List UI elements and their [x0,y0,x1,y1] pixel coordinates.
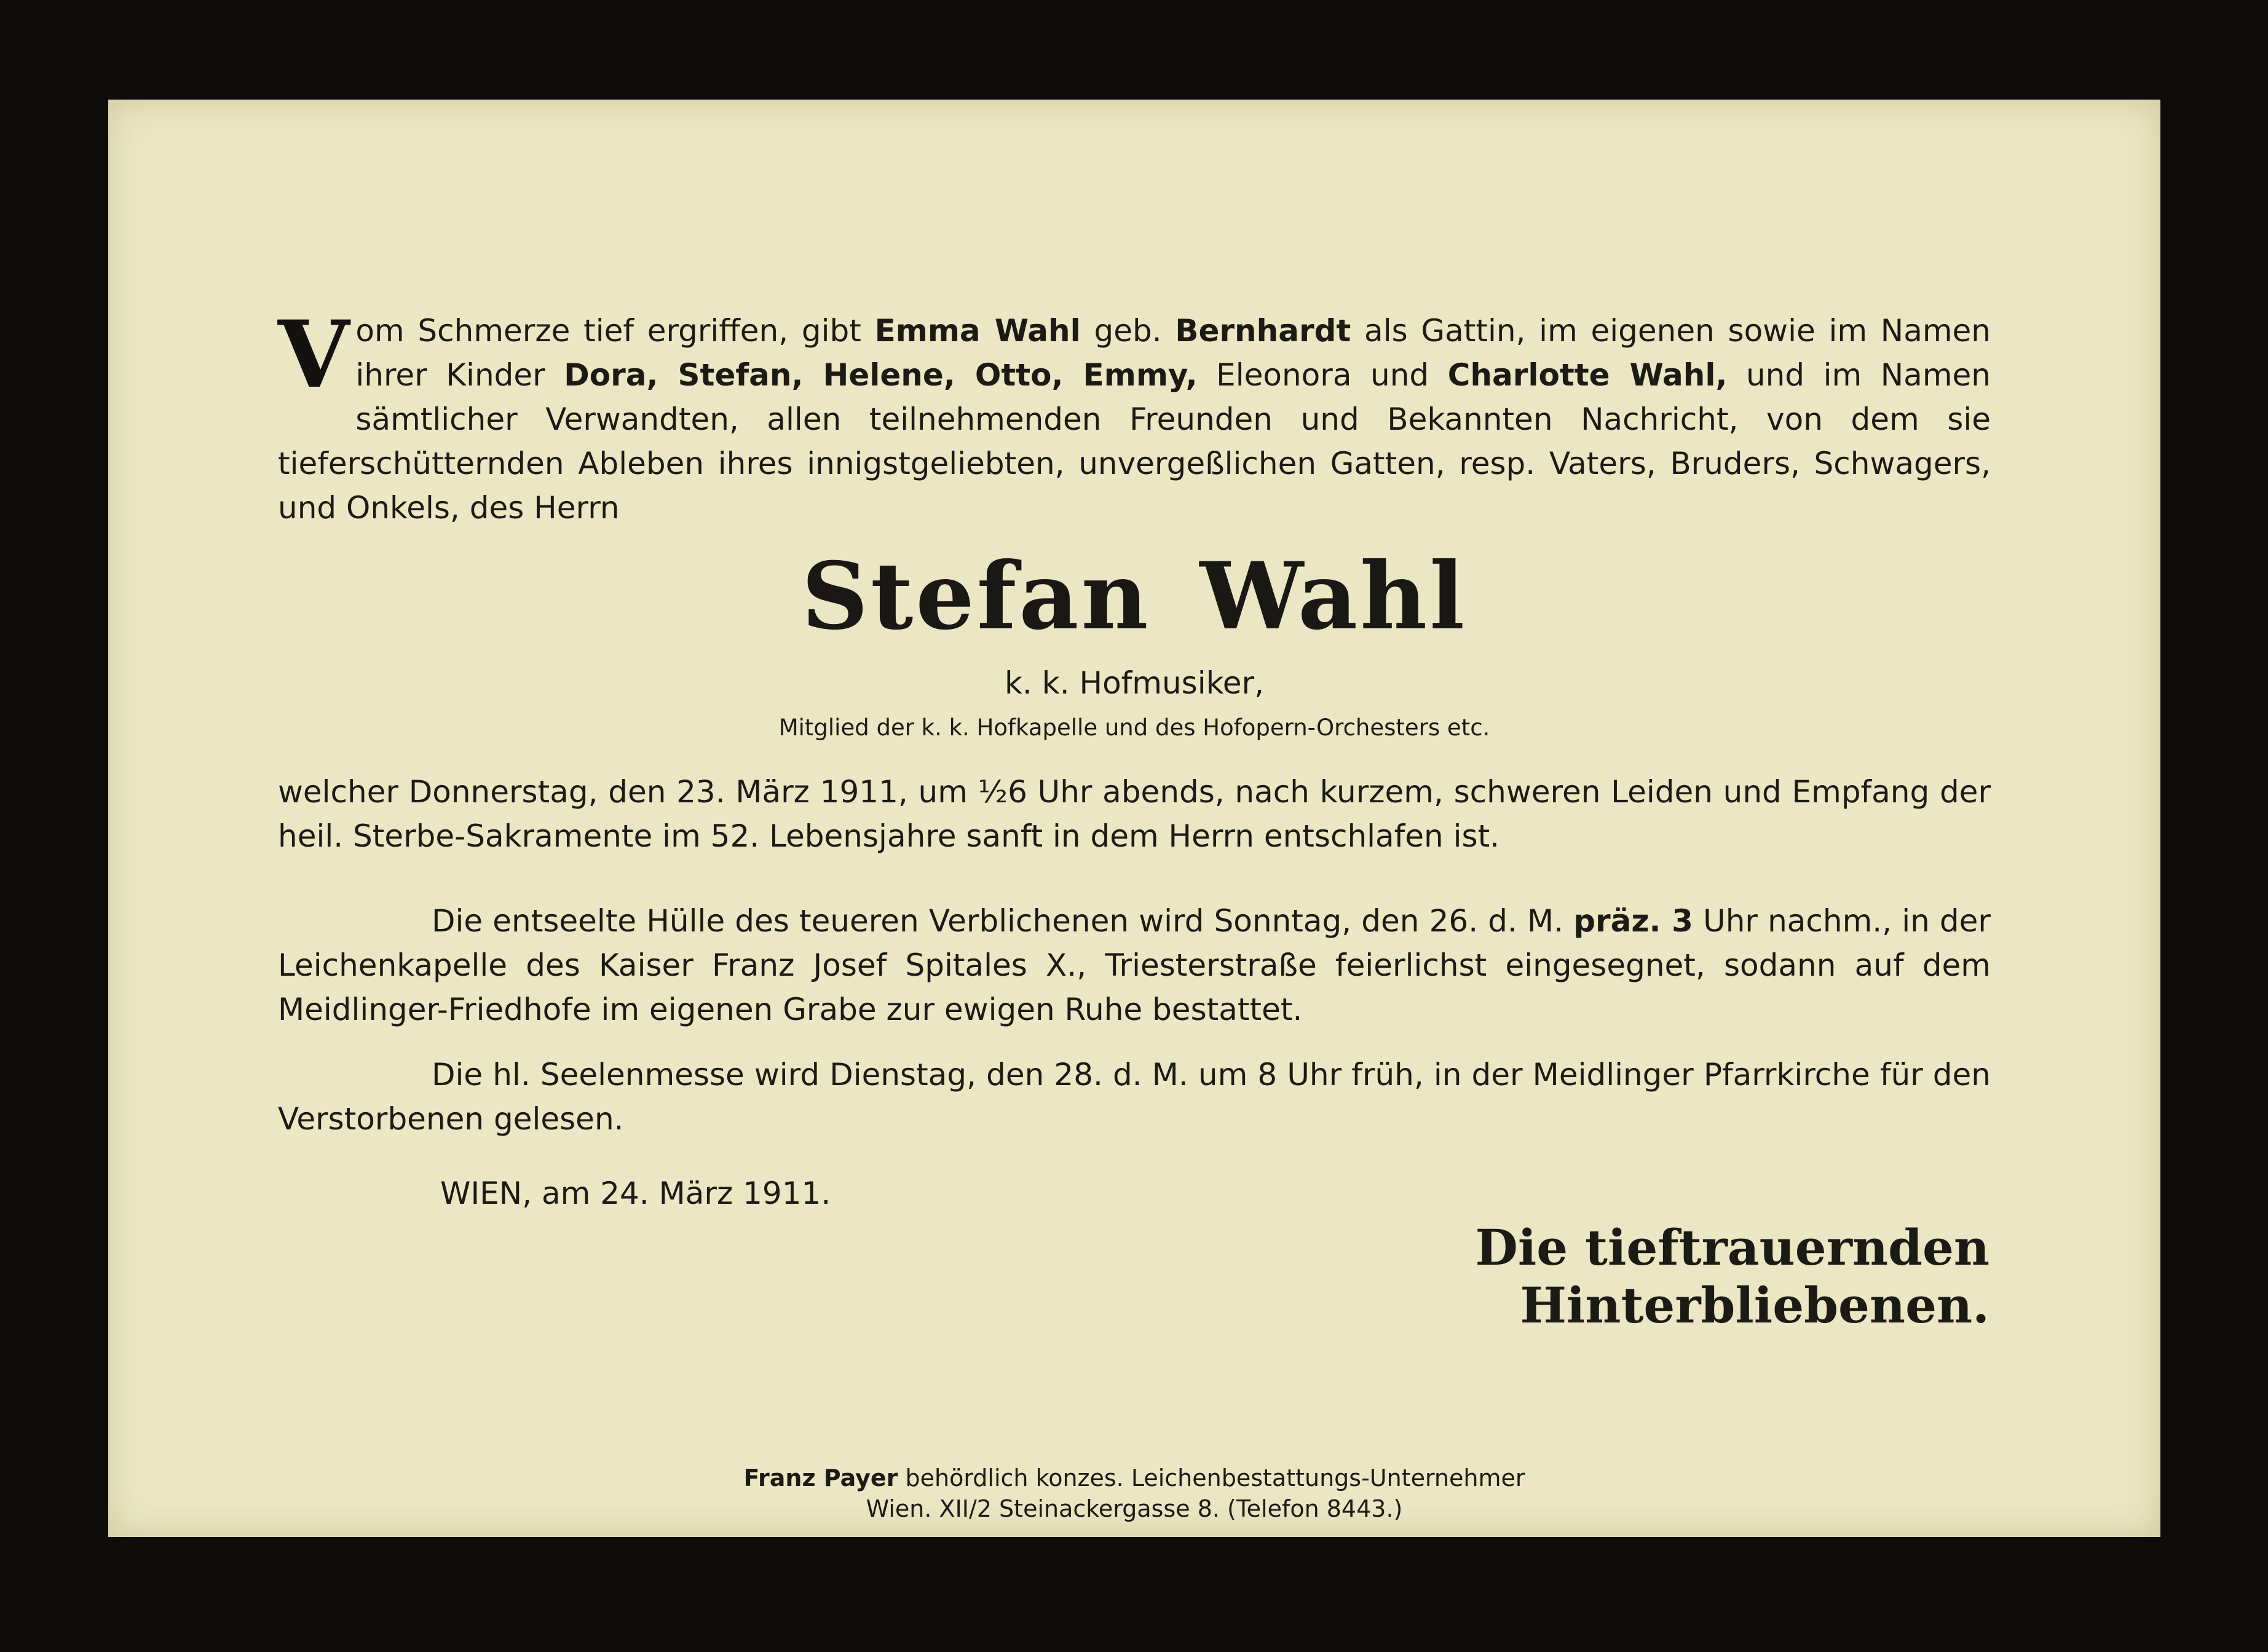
death-notice-card [108,100,2160,1537]
deceased-title: k. k. Hofmusiker, [1005,665,1264,701]
footer-line-2: Wien. XII/2 Steinackergasse 8. (Telefon 8443.) [866,1495,1403,1522]
funeral-paragraph: Die entseelte Hülle des teueren Verblichenen wird Sonntag, den 26. d. M. präz. 3 Uhr nachm., in der Leichenkapelle des Kaiser Franz Josef Spitales X., Triesterstraße feierlichst eingesegnet, sodann auf dem Meidlinger-Friedhofe im eigenen Grabe zur ewigen Ruhe bestattet. [278,903,1991,1027]
deceased-last-name: Wahl [1199,542,1468,650]
footer-company: Franz Payer [743,1464,898,1492]
signature: Die tieftrauernden Hinterbliebenen. [1475,1219,1989,1334]
children-names: Dora, Stefan, Helene, Otto, Emmy, [564,357,1198,393]
mass-paragraph: Die hl. Seelenmesse wird Dienstag, den 28. d. M. um 8 Uhr früh, in der Meidlinger Pfarrkirche für den Verstorbenen gelesen. [278,1057,1991,1137]
footer-line-1: Franz Payer behördlich konzes. Leichenbestattungs-Unternehmer [743,1464,1525,1492]
widow-name: Emma Wahl [874,313,1081,349]
death-paragraph: welcher Donnerstag, den 23. März 1911, um ½6 Uhr abends, nach kurzem, schweren Leiden und Empfang der heil. Sterbe-Sakramente im 52. Lebensjahre sanft in dem Herrn entschlafen ist. [278,774,1991,854]
intro-paragraph: Vom Schmerze tief ergriffen, gibt Emma Wahl geb. Bernhardt als Gattin, im eigenen sowie im Namen ihrer Kinder Dora, Stefan, Helene, Otto, Emmy, Eleonora und Charlotte Wahl, und im Namen sämtlicher Verwandten, allen teilnehmenden Freunden und Bekannten Nachricht, von dem sie tieferschütternden Ableben ihres innigstgeliebten, unvergeßlichen Gatten, resp. Vaters, Bruders, Schwagers, und Onkels, des Herrn [278,301,1991,526]
deceased-name [108,542,2160,650]
deceased-subtitle: Mitglied der k. k. Hofkapelle und des Hofopern-Orchesters etc. [778,714,1490,741]
child-last-name: Charlotte Wahl, [1447,357,1728,393]
decorative-initial: V [278,301,350,409]
maiden-name: Bernhardt [1175,313,1351,349]
funeral-time: präz. 3 [1573,903,1693,939]
deceased-first-name: Stefan [801,542,1151,650]
place-and-date: WIEN, am 24. März 1911. [440,1176,831,1211]
